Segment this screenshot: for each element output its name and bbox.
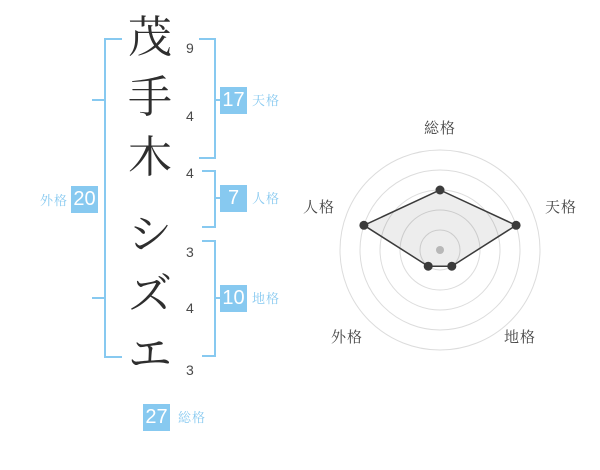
tenkaku-bracket-tick: [199, 38, 214, 40]
tenkaku-bracket-tick: [199, 157, 214, 159]
soukaku-label: 総格: [178, 410, 207, 425]
radar-data-point: [424, 262, 433, 271]
radar-axis-label: 外格: [330, 329, 364, 346]
name-character: ズ: [128, 270, 172, 319]
jinkaku-bracket-tick: [202, 226, 214, 228]
name-character: シ: [128, 210, 172, 259]
radar-axis-label: 天格: [544, 199, 578, 216]
soukaku-value-badge: 27: [143, 404, 170, 431]
radar-data-polygon: [364, 190, 516, 266]
tenkaku-label: 天格: [252, 93, 281, 108]
name-character: エ: [128, 330, 172, 379]
jinkaku-label: 人格: [252, 191, 281, 206]
stroke-count: 3: [186, 362, 194, 378]
chikaku-value-badge: 10: [220, 285, 247, 312]
chikaku-label: 地格: [252, 291, 281, 306]
gaikaku-bracket-tick: [92, 99, 104, 101]
gaikaku-value-badge: 20: [71, 186, 98, 213]
name-character: 手: [128, 73, 172, 122]
stroke-count: 4: [186, 165, 194, 181]
fortune-radar-chart: [300, 110, 590, 360]
radar-axis-label: 人格: [302, 199, 336, 216]
radar-axis-label: 地格: [503, 329, 537, 346]
radar-axis-label: 総格: [423, 120, 457, 137]
jinkaku-value-badge: 7: [220, 185, 247, 212]
chikaku-bracket-tick: [202, 240, 214, 242]
stroke-count: 4: [186, 108, 194, 124]
gaikaku-label: 外格: [40, 193, 69, 208]
gaikaku-bracket: [104, 38, 106, 358]
chikaku-bracket-tick: [202, 355, 214, 357]
stroke-count: 3: [186, 244, 194, 260]
radar-data-point: [436, 186, 445, 195]
gaikaku-bracket-tick: [104, 38, 122, 40]
jinkaku-bracket-tick: [202, 170, 214, 172]
stroke-count: 4: [186, 300, 194, 316]
name-character: 木: [128, 133, 172, 182]
radar-data-point: [359, 221, 368, 230]
radar-data-point: [512, 221, 521, 230]
gaikaku-bracket-tick: [104, 356, 122, 358]
jinkaku-bracket: [214, 170, 216, 228]
name-character: 茂: [128, 13, 172, 62]
gaikaku-bracket-tick: [92, 297, 104, 299]
stroke-count: 9: [186, 40, 194, 56]
radar-data-point: [447, 262, 456, 271]
tenkaku-value-badge: 17: [220, 87, 247, 114]
